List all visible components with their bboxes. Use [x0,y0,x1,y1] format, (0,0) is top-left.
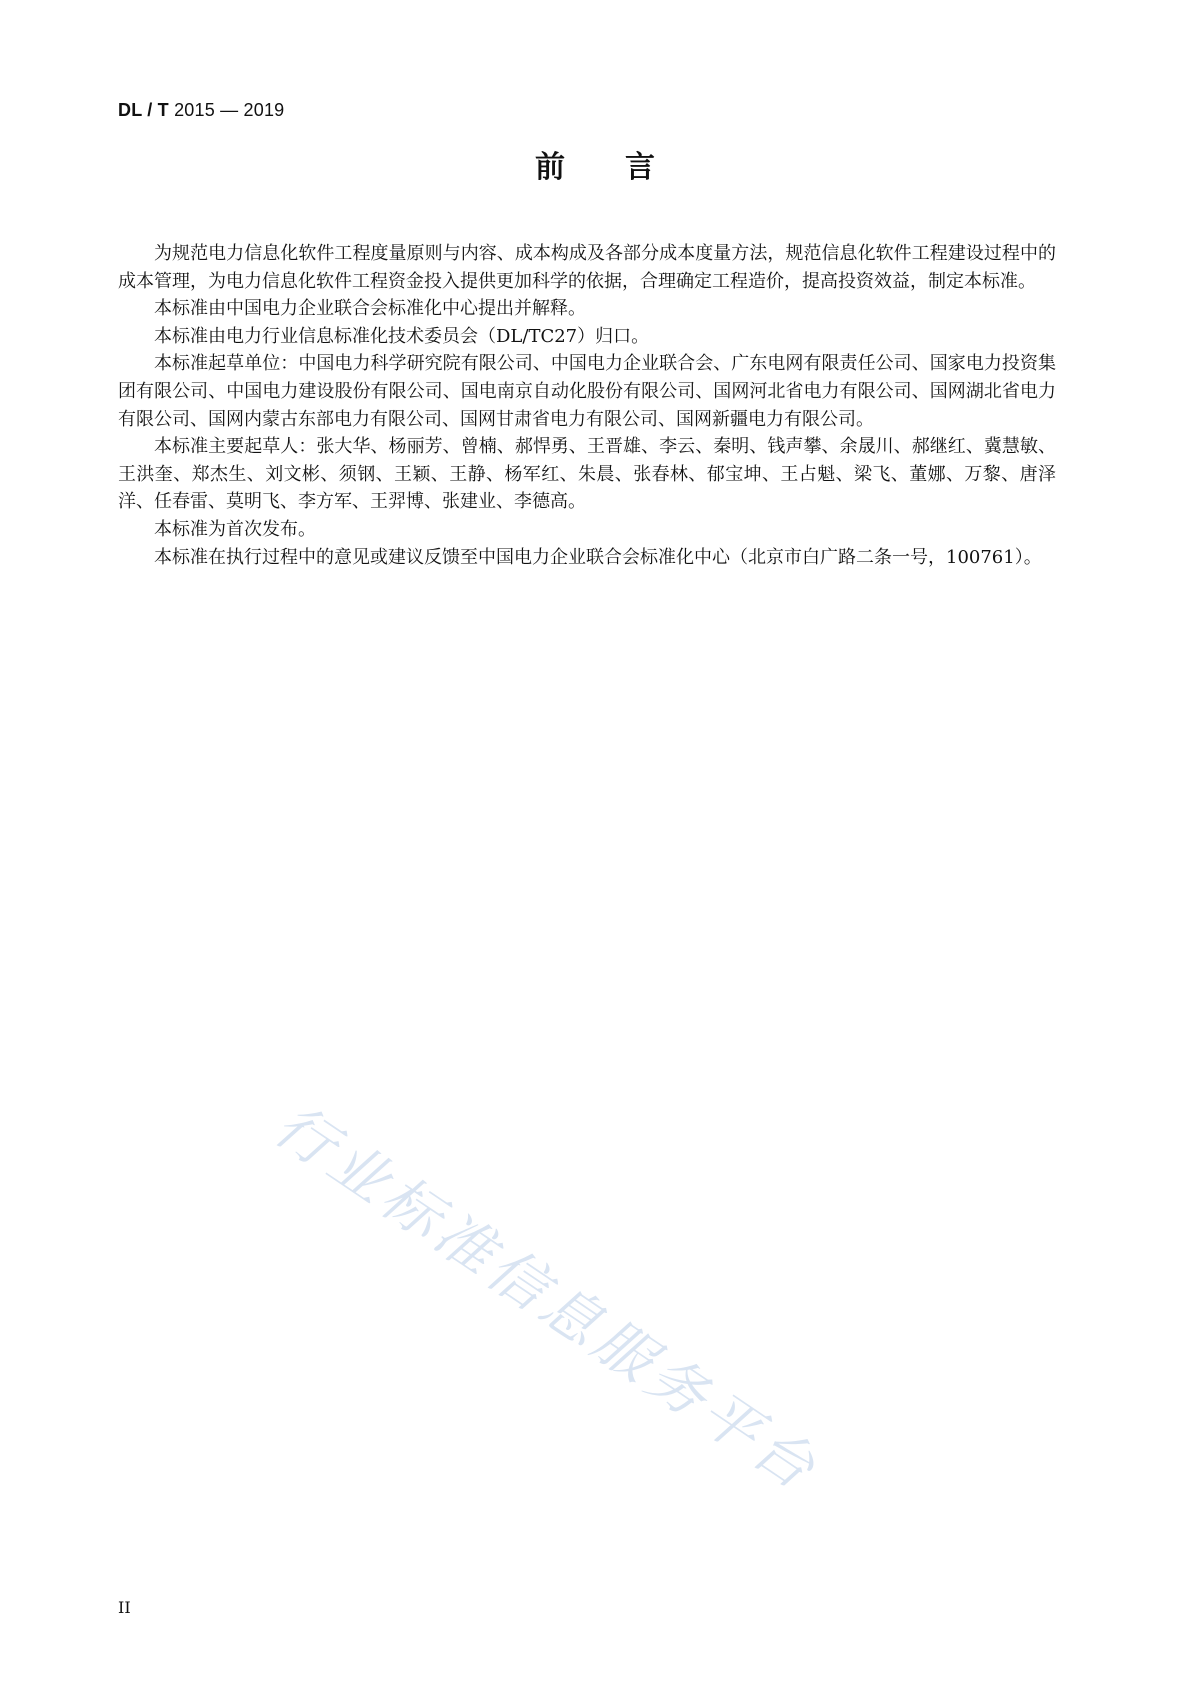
page-title-part1: 前 [535,150,565,185]
page-number: II [118,1598,131,1617]
paragraph-committee: 本标准由电力行业信息标准化技术委员会（DL/TC27）归口。 [154,325,650,347]
page-title-part2: 言 [625,150,655,185]
paragraph-drafters: 本标准主要起草人：张大华、杨丽芳、曾楠、郝悍勇、王晋雄、李云、秦明、钱声攀、余晟川、郝继红、冀慧敏、王洪奎、郑杰生、刘文彬、须钢、王颖、王静、杨军红、朱晨、张春林、郁宝坤、王占魁、梁飞、董娜、万黎、唐泽洋、任春雷、莫明飞、李方军、王羿博、张建业、李德高。 [118,436,1056,513]
document-code-prefix: DL / T [118,100,169,120]
paragraph-proposer: 本标准由中国电力企业联合会标准化中心提出并解释。 [154,298,586,320]
document-code [118,100,284,121]
paragraph-feedback: 本标准在执行过程中的意见或建议反馈至中国电力企业联合会标准化中心（北京市白广路二条一号，100761）。 [154,546,1042,568]
paragraph-first-release: 本标准为首次发布。 [154,518,316,540]
paragraph-purpose: 为规范电力信息化软件工程度量原则与内容、成本构成及各部分成本度量方法，规范信息化软件工程建设过程中的成本管理，为电力信息化软件工程资金投入提供更加科学的依据，合理确定工程造价，提高投资效益，制定本标准。 [118,243,1056,292]
foreword-body [118,240,1056,571]
watermark: 行业标准信息服务平台 [262,1090,832,1506]
paragraph-drafting-units: 本标准起草单位：中国电力科学研究院有限公司、中国电力企业联合会、广东电网有限责任公司、国家电力投资集团有限公司、中国电力建设股份有限公司、国电南京自动化股份有限公司、国网河北省电力有限公司、国网湖北省电力有限公司、国网内蒙古东部电力有限公司、国网甘肃省电力有限公司、国网新疆电力有限公司。 [118,353,1056,430]
page-title [0,142,1190,186]
document-code-number: 2015 — 2019 [174,100,285,120]
